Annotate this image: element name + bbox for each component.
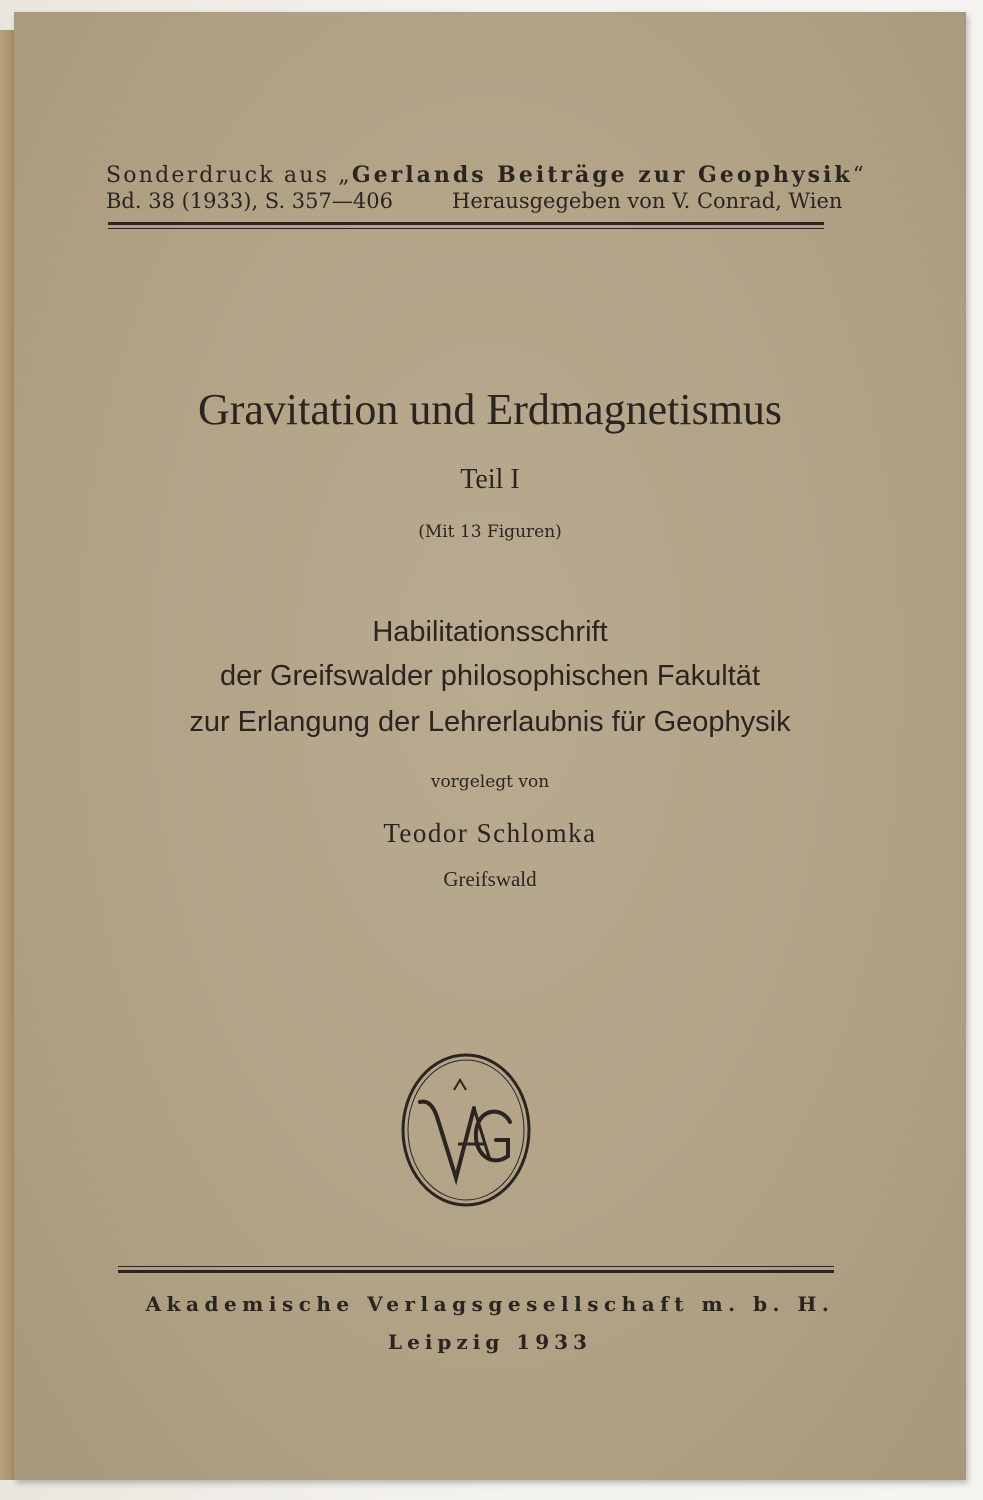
figures-note: (Mit 13 Figuren): [418, 522, 562, 542]
header-rule-thick: [108, 222, 824, 225]
publication-place-year: Leipzig 1933: [388, 1330, 592, 1354]
presented-by: vorgelegt von: [430, 772, 550, 792]
footer-rule-thick: [118, 1270, 834, 1273]
header-prefix: Sonderdruck aus „: [106, 163, 352, 188]
publisher-name: Akademische Verlagsgesellschaft m. b. H.: [145, 1292, 835, 1316]
editor-line: Herausgegeben von V. Conrad, Wien: [452, 189, 843, 213]
header-line-1: [106, 162, 866, 188]
habilitation-line-1: Habilitationsschrift: [372, 616, 608, 648]
part-label: Teil I: [460, 464, 520, 495]
author-place: Greifswald: [443, 867, 537, 891]
publisher-logo: [398, 1050, 534, 1210]
volume-pages: Bd. 38 (1933), S. 357—406: [106, 189, 393, 213]
page-title: Gravitation und Erdmagnetismus: [197, 385, 783, 434]
habilitation-line-3: zur Erlangung der Lehrerlaubnis für Geophysik: [189, 706, 791, 738]
footer-rule-thin: [118, 1266, 834, 1267]
habilitation-line-2: der Greifswalder philosophischen Fakultät: [220, 660, 760, 692]
author-name: Teodor Schlomka: [383, 818, 597, 848]
book-cover: [14, 12, 966, 1480]
header-suffix: “: [852, 163, 867, 188]
header-rule-thin: [108, 228, 824, 229]
journal-name: Gerlands Beiträge zur Geophysik: [351, 162, 853, 188]
